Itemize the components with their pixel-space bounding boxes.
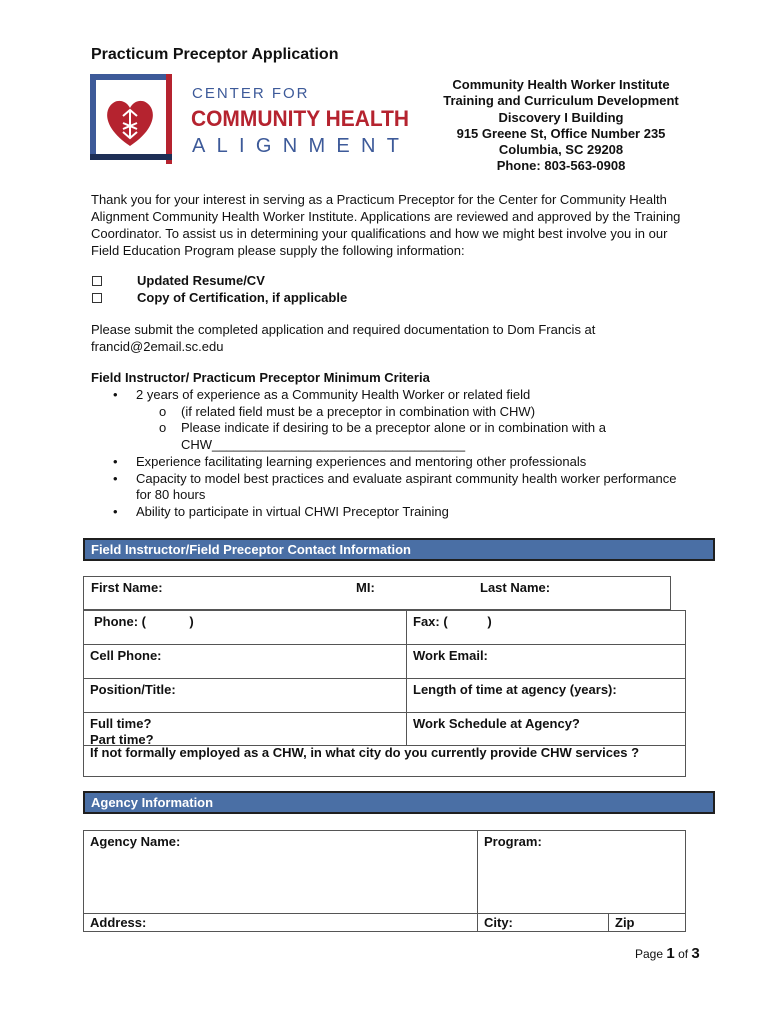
work-schedule-field[interactable] [406, 712, 686, 746]
logo-line3: ALIGNMENT [192, 135, 408, 157]
criteria-item: • Experience facilitating learning experiences and mentoring other professionals [91, 454, 691, 471]
logo-line2: COMMUNITY HEALTH [191, 106, 409, 131]
agency-section-header: Agency Information [83, 791, 715, 814]
length-time-field[interactable] [406, 678, 686, 713]
bullet-icon: • [113, 387, 118, 402]
org-line: Training and Curriculum Development [443, 93, 679, 109]
sub-bullet-icon: o [159, 420, 167, 436]
criteria-item: • 2 years of experience as a Community Health Worker or related field [91, 387, 691, 404]
sub-bullet-icon: o [159, 403, 167, 419]
fax-field[interactable] [406, 610, 686, 645]
org-line: Phone: 803-563-0908 [496, 158, 626, 174]
city-field[interactable] [477, 913, 609, 932]
program-label: Program: [484, 834, 542, 849]
part-time-label: Part time? [90, 732, 154, 747]
cell-phone-label: Cell Phone: [90, 648, 162, 663]
cca-logo [90, 74, 420, 166]
contact-section-header: Field Instructor/Field Preceptor Contact Information [83, 538, 715, 561]
chw-city-label: If not formally employed as a CHW, in what city do you currently provide CHW services ? [90, 745, 640, 760]
bullet-icon: • [113, 453, 118, 469]
last-name-label: Last Name: [480, 580, 551, 595]
phone-label: Phone: ( ) [94, 614, 194, 629]
criteria-list [91, 387, 691, 521]
org-address [428, 77, 694, 175]
criteria-subitem: o Please indicate if desiring to be a preceptor alone or in combination with a CHW___________________________________ [91, 420, 691, 453]
criteria-item: • Capacity to model best practices and evaluate aspirant community health worker performance for 80 hours [91, 471, 691, 504]
resume-checkbox[interactable] [92, 276, 102, 286]
intro-paragraph: Thank you for your interest in serving as a Practicum Preceptor for the Center for Community Health Alignment Community Health Worker Institute. Applications are reviewed and approved by the Training Coordinator. To assist us in determining your qualifications and how we might best involve you in our Field Education Program please supply the following information: [91, 192, 681, 258]
page-number: Page 1 of 3 [635, 945, 700, 962]
work-schedule-label: Work Schedule at Agency? [413, 716, 580, 731]
criteria-subitem: o (if related field must be a preceptor in combination with CHW) [91, 404, 691, 421]
certification-checkbox[interactable] [92, 293, 102, 303]
name-row[interactable] [83, 576, 671, 610]
work-email-field[interactable] [406, 644, 686, 679]
logo-bar-red [166, 74, 172, 164]
page-title: Practicum Preceptor Application [91, 46, 339, 63]
bullet-icon: • [113, 503, 118, 519]
zip-field[interactable] [608, 913, 686, 932]
agency-name-label: Agency Name: [90, 834, 181, 849]
checklist-label: Updated Resume/CV [137, 273, 265, 288]
zip-label: Zip [615, 915, 635, 930]
checklist-label: Copy of Certification, if applicable [137, 290, 348, 305]
work-email-label: Work Email: [413, 648, 488, 663]
employment-type-field[interactable] [83, 712, 407, 746]
fax-label: Fax: ( ) [413, 614, 492, 629]
logo-bar-blue-top [90, 74, 170, 80]
bullet-icon: • [113, 470, 118, 486]
agency-name-field[interactable] [83, 830, 478, 914]
city-label: City: [484, 915, 513, 930]
full-time-label: Full time? [90, 716, 152, 731]
address-field[interactable] [83, 913, 478, 932]
criteria-heading: Field Instructor/ Practicum Preceptor Minimum Criteria [91, 370, 430, 385]
phone-field[interactable] [83, 610, 407, 645]
mi-label: MI: [356, 580, 375, 595]
logo-bar-navy [90, 154, 172, 160]
logo-line1: CENTER FOR [192, 85, 310, 102]
first-name-label: First Name: [91, 580, 163, 595]
chw-city-field[interactable] [83, 745, 686, 777]
program-field[interactable] [477, 830, 686, 914]
position-label: Position/Title: [90, 682, 176, 697]
position-field[interactable] [83, 678, 407, 713]
org-line: Discovery I Building [498, 109, 624, 125]
cell-phone-field[interactable] [83, 644, 407, 679]
org-line: Community Health Worker Institute [452, 77, 670, 92]
logo-bar-blue [90, 74, 96, 159]
org-line: Columbia, SC 29208 [498, 142, 624, 158]
org-line: 915 Greene St, Office Number 235 [456, 125, 666, 141]
required-docs-checklist [91, 272, 347, 306]
address-label: Address: [90, 915, 147, 930]
criteria-item: • Ability to participate in virtual CHWI Preceptor Training [91, 504, 691, 521]
arrows-icon [123, 110, 137, 138]
submit-instructions: Please submit the completed application and required documentation to Dom Francis at francid@2email.sc.edu [91, 322, 596, 354]
checklist-item [91, 272, 347, 289]
length-time-label: Length of time at agency (years): [413, 682, 617, 697]
checklist-item [91, 289, 347, 306]
